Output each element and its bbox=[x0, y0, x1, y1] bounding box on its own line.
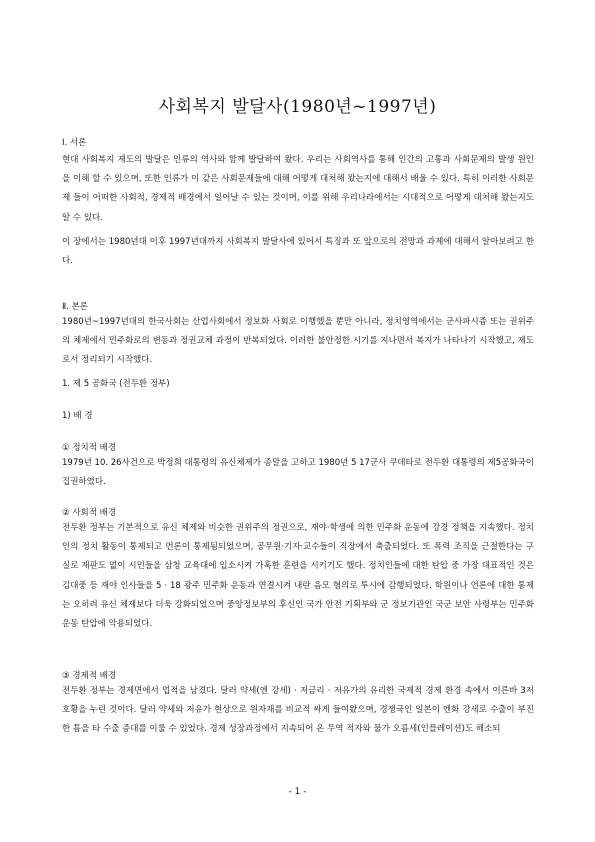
political-background-heading: ① 정치적 배경 bbox=[62, 443, 117, 453]
economic-background-heading: ③ 경제적 배경 bbox=[62, 671, 117, 681]
political-background-paragraph: 1979년 10. 26사건으로 박정희 대통령의 유신체제가 종말을 고하고 1980년 5 17군사 쿠데타로 전두환 대통령의 제5공화국이 집권하였다. bbox=[62, 458, 534, 488]
economic-background-paragraph: 전두환 정부는 경제면에서 업적을 남겼다. 달러 약세(엔 강세) · 저금리 · 저유가의 유리한 국제적 경제 환경 속에서 이른바 3저 호황을 누린 것이다. 달러 약세와 저유가 현상으로 원자재를 비교적 싸게 들여왔으며, 경쟁국인 일본이 엔화 강세로 수출이 부진한 틈을 타 수출 증대를 이룰 수 있었다. 경제 성장과정에서 지속되어 온 무역 적자와 물가 오름세(인플레이션)도 해소되 bbox=[62, 686, 534, 735]
body-paragraph: 1980년~1997년대의 한국사회는 산업사회에서 정보화 사회로 이행했을 뿐만 아니라, 정치영역에서는 군사파시즘 또는 권위주의 체제에서 민주화로의 변동과 정권교체 과정이 반복되었다. 이러한 불안정한 시기를 지나면서 복지가 나타나기 시작했고, 제도로서 정리되기 시작했다. bbox=[62, 317, 534, 366]
document-title: 사회복지 발달사(1980년~1997년) bbox=[158, 97, 437, 117]
page-number: - 1 - bbox=[288, 787, 307, 797]
section-1-heading: Ⅰ. 서론 bbox=[62, 138, 87, 148]
subsection-heading: 1. 제 5 공화국 (전두환 정부) bbox=[62, 379, 170, 389]
social-background-paragraph: 전두환 정부는 기본적으로 유신 체제와 비슷한 권위주의 정권으로, 재야·학생에 의한 민주화 운동에 강경 정책을 지속했다. 정치인의 정치 활동이 통제되고 언론이 통제됨되었으며, 공무원·기자·교수들이 직장에서 축출되었다. 또 폭력 조직을 근절한다는 구실로 재판도 없이 시민들을 삼청 교육대에 입소시켜 가혹한 훈련을 시키기도 했다. 정치인들에 대한 탄압 중 가장 대표적인 것은 김대중 등 재야 인사들을 5 · 18 광주 민주화 운동과 연결시켜 내란 음모 혐의로 투시에 감행되었다. 학원이나 언론에 대한 통제는 오히려 유신 체제보다 더욱 강화되었으며 중앙정보부의 후신인 국가 안전 기획부와 군 정보기관인 국군 보안 사령부는 민주화 운동 탄압에 악용되었다. bbox=[62, 523, 534, 630]
section-2-heading: Ⅱ. 본론 bbox=[62, 302, 89, 312]
subsection-heading-background: 1) 배 경 bbox=[62, 411, 93, 421]
intro-paragraph-2: 이 장에서는 1980년대 이후 1997년대까지 사회복지 발달사에 있어서 특징과 또 앞으로의 전망과 과제에 대해서 알아보려고 한다. bbox=[62, 237, 534, 267]
social-background-heading: ② 사회적 배경 bbox=[62, 508, 117, 518]
intro-paragraph: 현대 사회복지 제도의 발달은 인류의 역사와 함께 발달하여 왔다. 우리는 사회역사를 통해 인간의 고통과 사회문제의 발생 원인을 이해 할 수 있으며, 또한 인류가 이 같은 사회문제들에 대해 어떻게 대처해 왔는지에 대해서 배울 수 있다. 특히 이러한 사회문제 들이 어떠한 사회적, 경제적 배경에서 일어날 수 있는 것이며, 이를 위해 우리나라에서는 시대적으로 어떻게 대처해 왔는지도 알 수 있다. bbox=[62, 155, 534, 223]
